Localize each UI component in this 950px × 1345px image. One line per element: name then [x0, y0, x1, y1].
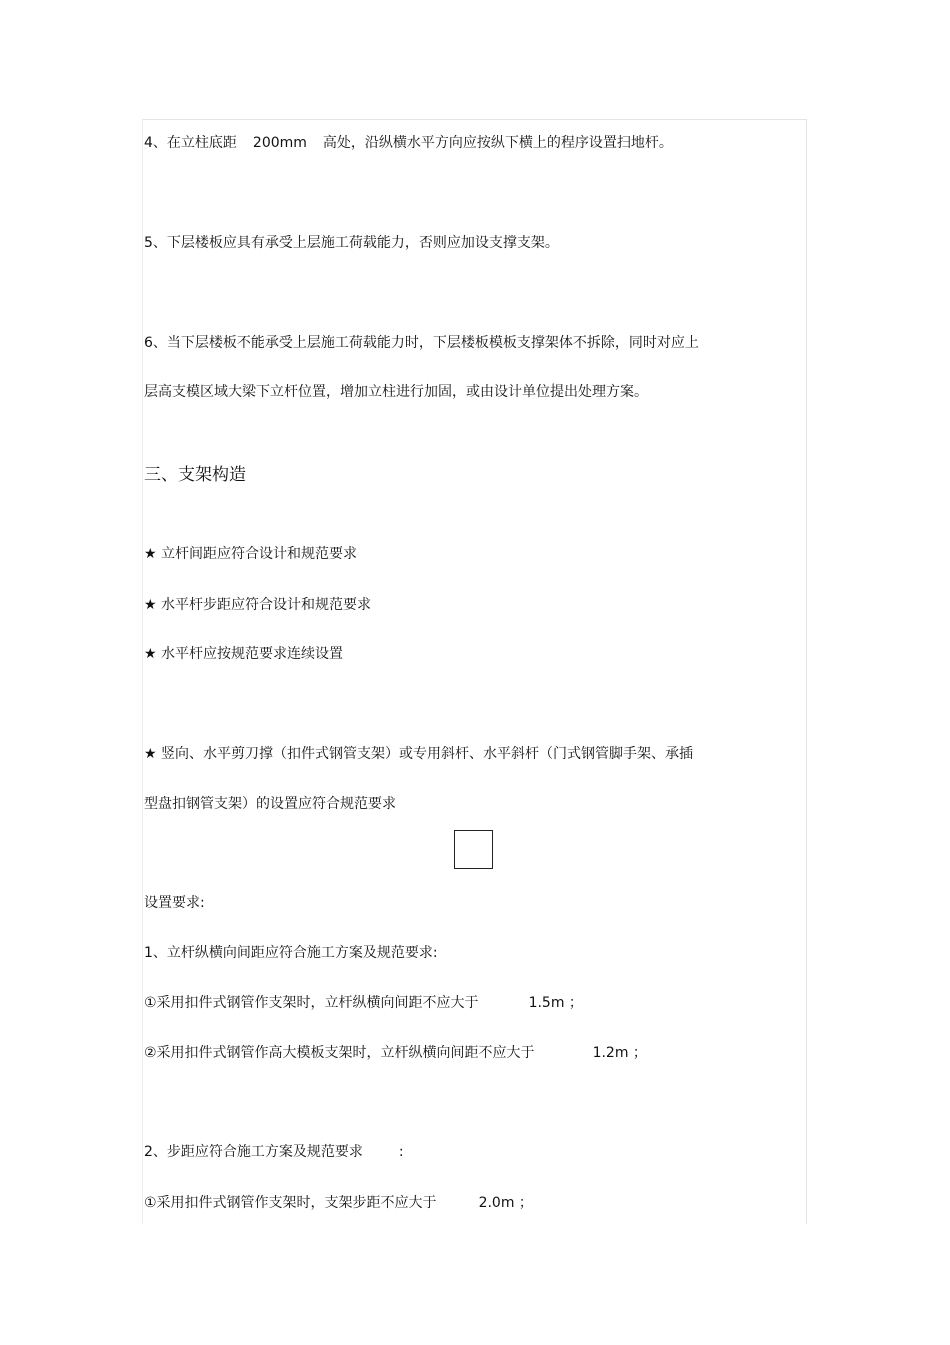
p4-text-a: 4、在立柱底距 — [144, 135, 237, 151]
p4-value: 200mm — [252, 135, 307, 151]
requirements-title: 设置要求: — [144, 895, 205, 911]
p4-text-c: 高处，沿纵横水平方向应按纵下横上的程序设置扫地杆。 — [322, 135, 673, 151]
requirement-2a-text: ①采用扣件式钢管作支架时，支架步距不应大于 — [144, 1195, 437, 1211]
page-frame-top — [143, 119, 807, 120]
requirement-1b-text: ②采用扣件式钢管作高大模板支架时，立杆纵横向间距不应大于 — [144, 1045, 535, 1061]
requirement-1a-text: ①采用扣件式钢管作支架时，立杆纵横向间距不应大于 — [144, 995, 479, 1011]
star-item-3: ★ 水平杆应按规范要求连续设置 — [144, 646, 344, 662]
paragraph-4 — [144, 134, 673, 152]
star-item-4-line-1: ★ 竖向、水平剪刀撑（扣件式钢管支架）或专用斜杆、水平斜杆（门式钢管脚手架、承插 — [144, 746, 693, 762]
requirement-1b-value: 1.2m ； — [592, 1045, 647, 1061]
requirement-2 — [144, 1143, 404, 1161]
requirement-1a — [144, 994, 583, 1012]
star-item-1: ★ 立杆间距应符合设计和规范要求 — [144, 546, 358, 562]
paragraph-6-line-2: 层高支模区域大梁下立杆位置，增加立柱进行加固，或由设计单位提出处理方案。 — [144, 384, 648, 400]
requirement-2-text: 2、步距应符合施工方案及规范要求 — [144, 1144, 363, 1160]
page-frame-right — [806, 119, 807, 1224]
page-frame-left — [142, 119, 143, 1224]
requirement-1b — [144, 1044, 647, 1062]
requirement-2a — [144, 1194, 533, 1212]
paragraph-6-line-1: 6、当下层楼板不能承受上层施工荷载能力时，下层楼板模板支撑架体不拆除，同时对应上 — [144, 335, 699, 351]
section-title: 三、支架构造 — [144, 465, 246, 485]
paragraph-5: 5、下层楼板应具有承受上层施工荷载能力，否则应加设支撑支架。 — [144, 235, 559, 251]
star-item-4-line-2: 型盘扣钢管支架）的设置应符合规范要求 — [144, 796, 396, 812]
star-item-2: ★ 水平杆步距应符合设计和规范要求 — [144, 597, 372, 613]
image-placeholder-box — [454, 830, 493, 869]
requirement-2a-value: 2.0m ； — [478, 1195, 533, 1211]
requirement-2-colon: : — [398, 1144, 404, 1160]
requirement-1: 1、立杆纵横向间距应符合施工方案及规范要求: — [144, 945, 438, 961]
requirement-1a-value: 1.5m ； — [528, 995, 583, 1011]
